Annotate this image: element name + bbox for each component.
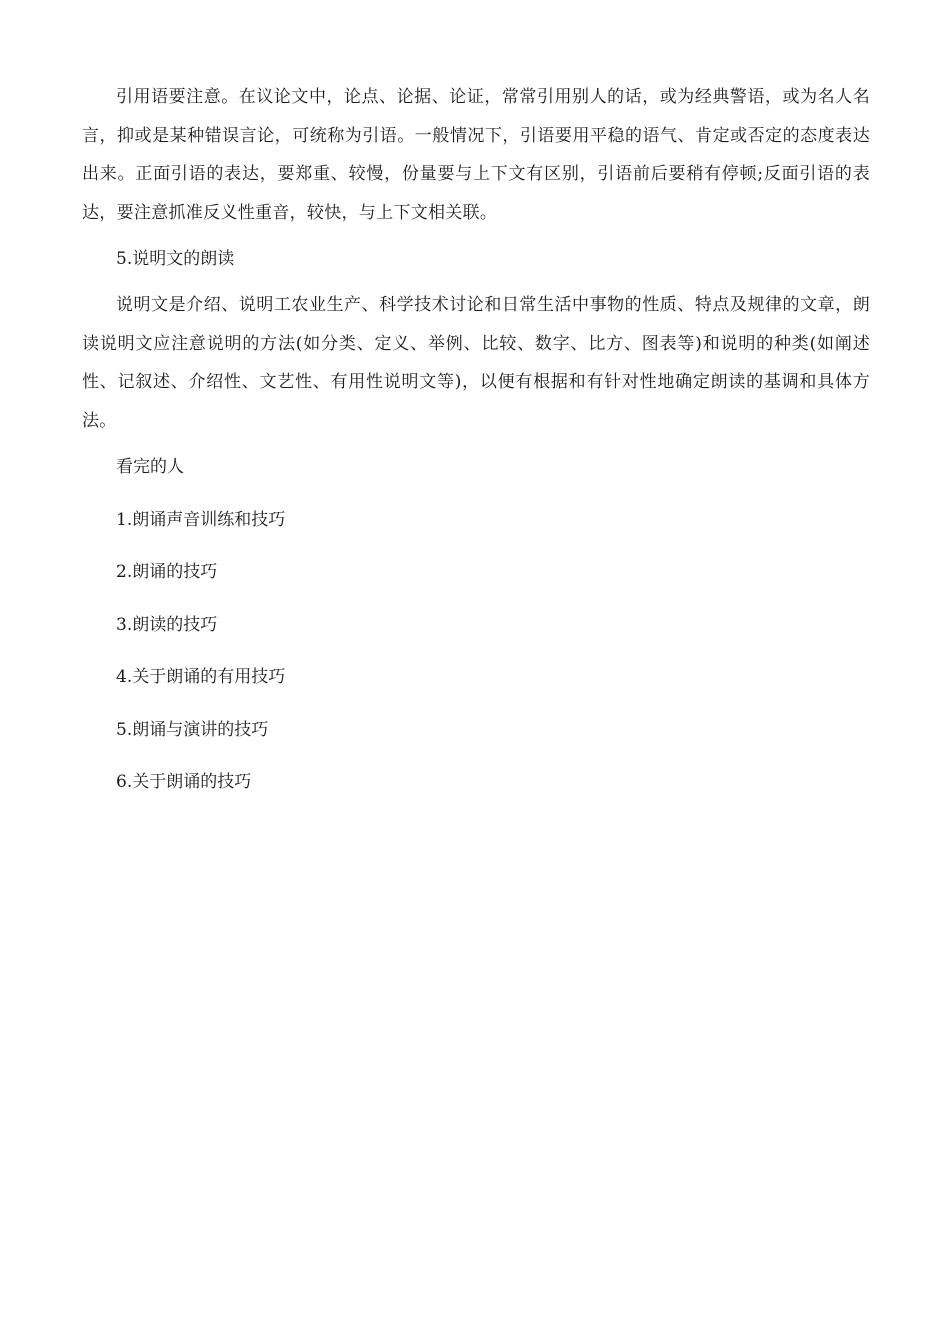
related-item-3: 3.朗读的技巧 xyxy=(116,614,218,635)
related-item-4: 4.关于朗诵的有用技巧 xyxy=(116,667,286,687)
quote-reading-paragraph: 引用语要注意。在议论文中，论点、论据、论证，常常引用别人的话，或为经典警语，或为名人名言，抑或是某种错误言论，可统称为引语。一般情况下，引语要用平稳的语气、肯定或否定的态度表达出来。正面引语的表达，要郑重、较慢，份量要与上下文有区别，引语前后要稍有停顿;反面引语的表达，要注意抓准反义性重音，较快，与上下文相关联。 xyxy=(82,87,870,223)
related-item-2: 2.朗诵的技巧 xyxy=(116,562,218,582)
expository-reading-paragraph: 说明文是介绍、说明工农业生产、科学技术讨论和日常生活中事物的性质、特点及规律的文章，朗读说明文应注意说明的方法(如分类、定义、举例、比较、数字、比方、图表等)和说明的种类(如阐述性、记叙述、介绍性、文艺性、有用性说明文等)，以便有根据和有针对性地确定朗读的基调和具体方法。 xyxy=(82,295,870,431)
related-item-6: 6.关于朗诵的技巧 xyxy=(116,772,252,792)
related-heading: 看完的人 xyxy=(116,457,184,477)
related-item-1: 1.朗诵声音训练和技巧 xyxy=(116,509,286,530)
document-page xyxy=(82,78,870,795)
related-item-5: 5.朗诵与演讲的技巧 xyxy=(116,719,269,740)
section-heading: 5.说明文的朗读 xyxy=(116,249,235,269)
